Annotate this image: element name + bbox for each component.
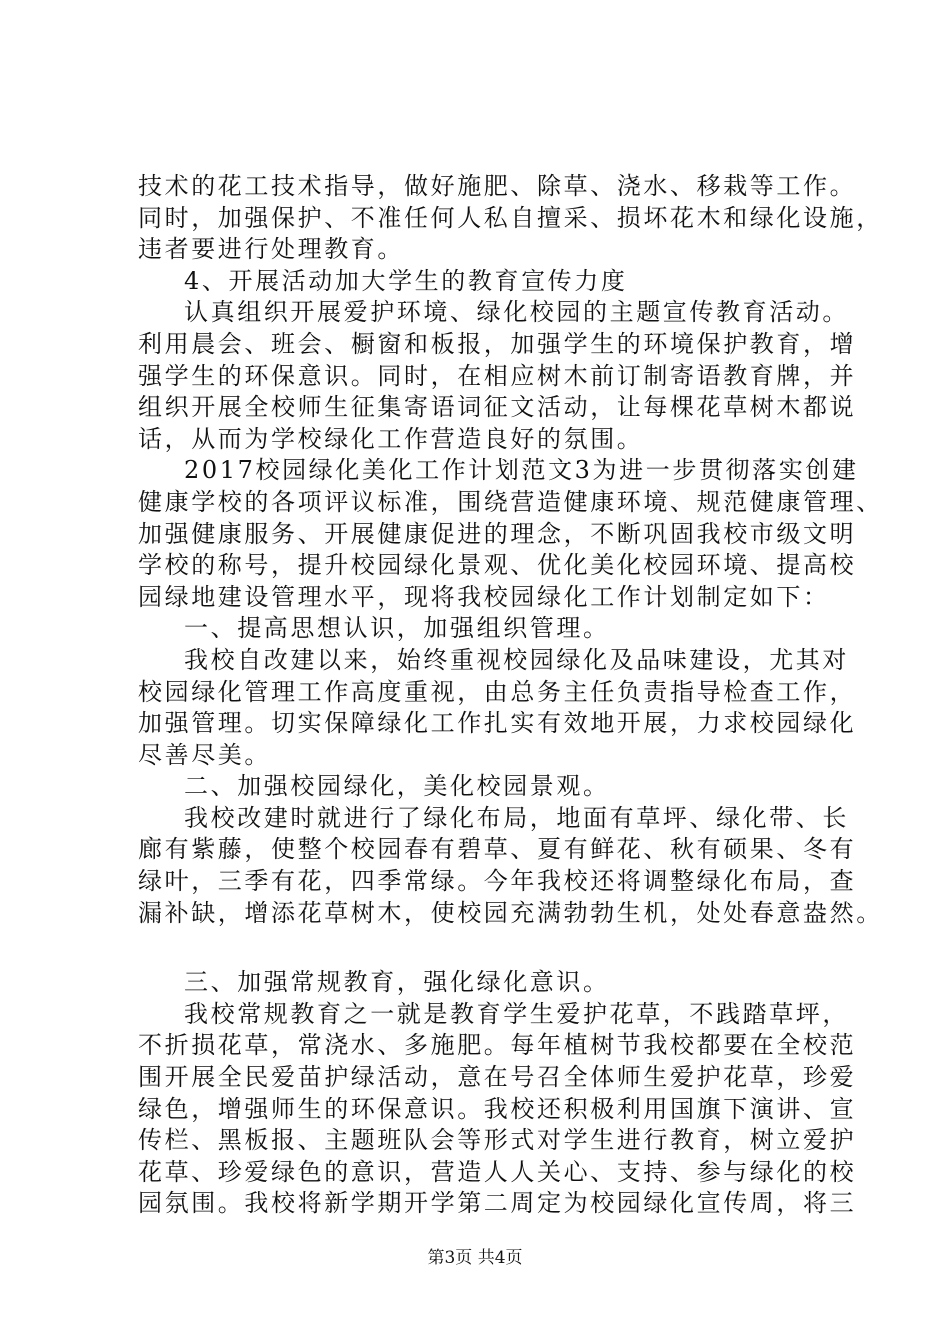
text-line: 我校自改建以来，始终重视校园绿化及品味建设，尤其对 — [184, 645, 849, 674]
text-line: 2017校园绿化美化工作计划范文3为进一步贯彻落实创建 — [184, 456, 859, 485]
text-line: 健康学校的各项评议标准，围绕营造健康环境、规范健康管理、 — [138, 487, 883, 516]
text-line: 违者要进行处理教育。 — [138, 235, 404, 264]
text-line: 校园绿化管理工作高度重视，由总务主任负责指导检查工作， — [138, 677, 857, 706]
text-line: 认真组织开展爱护环境、绿化校园的主题宣传教育活动。 — [184, 298, 849, 327]
text-line: 组织开展全校师生征集寄语词征文活动，让每棵花草树木都说 — [138, 393, 857, 422]
text-line: 绿叶，三季有花，四季常绿。今年我校还将调整绿化布局，查 — [138, 867, 857, 896]
page-number: 第3页 共4页 — [427, 1248, 523, 1268]
text-line: 花草、珍爱绿色的意识，营造人人关心、支持、参与绿化的校 — [138, 1157, 857, 1186]
text-line: 强学生的环保意识。同时，在相应树木前订制寄语教育牌，并 — [138, 361, 857, 390]
text-line: 不折损花草，常浇水、多施肥。每年植树节我校都要在全校范 — [138, 1031, 857, 1060]
text-line: 绿色，增强师生的环保意识。我校还积极利用国旗下演讲、宣 — [138, 1094, 857, 1123]
text-line: 我校改建时就进行了绿化布局，地面有草坪、绿化带、长 — [184, 803, 849, 832]
text-line: 围开展全民爱苗护绿活动，意在号召全体师生爱护花草，珍爱 — [138, 1063, 857, 1092]
text-line: 利用晨会、班会、橱窗和板报，加强学生的环境保护教育，增 — [138, 329, 857, 358]
section-heading: 一、提高思想认识，加强组织管理。 — [184, 614, 610, 643]
section-heading: 三、加强常规教育，强化绿化意识。 — [184, 968, 610, 997]
text-line: 学校的称号，提升校园绿化景观、优化美化校园环境、提高校 — [138, 551, 857, 580]
section-heading: 二、加强校园绿化，美化校园景观。 — [184, 772, 610, 801]
text-line: 传栏、黑板报、主题班队会等形式对学生进行教育，树立爱护 — [138, 1126, 857, 1155]
text-line: 园氛围。我校将新学期开学第二周定为校园绿化宣传周，将三 — [138, 1189, 857, 1218]
text-line: 加强管理。切实保障绿化工作扎实有效地开展，力求校园绿化 — [138, 709, 857, 738]
text-line: 话，从而为学校绿化工作营造良好的氛围。 — [138, 424, 644, 453]
text-line: 园绿地建设管理水平，现将我校园绿化工作计划制定如下： — [138, 582, 830, 611]
text-line: 漏补缺，增添花草树木，使校园充满勃勃生机，处处春意盎然。 — [138, 898, 883, 927]
text-line: 同时，加强保护、不准任何人私自擅采、损坏花木和绿化设施， — [138, 203, 883, 232]
text-line: 我校常规教育之一就是教育学生爱护花草，不践踏草坪， — [184, 999, 849, 1028]
paragraph-gap — [138, 929, 850, 967]
text-line: 廊有紫藤，使整个校园春有碧草、夏有鲜花、秋有硕果、冬有 — [138, 835, 857, 864]
text-line: 技术的花工技术指导，做好施肥、除草、浇水、移栽等工作。 — [138, 172, 857, 200]
document-body — [138, 171, 883, 1220]
section-heading: 4、开展活动加大学生的教育宣传力度 — [184, 266, 628, 295]
text-line: 尽善尽美。 — [138, 740, 271, 769]
text-line: 加强健康服务、开展健康促进的理念，不断巩固我校市级文明 — [138, 519, 857, 548]
